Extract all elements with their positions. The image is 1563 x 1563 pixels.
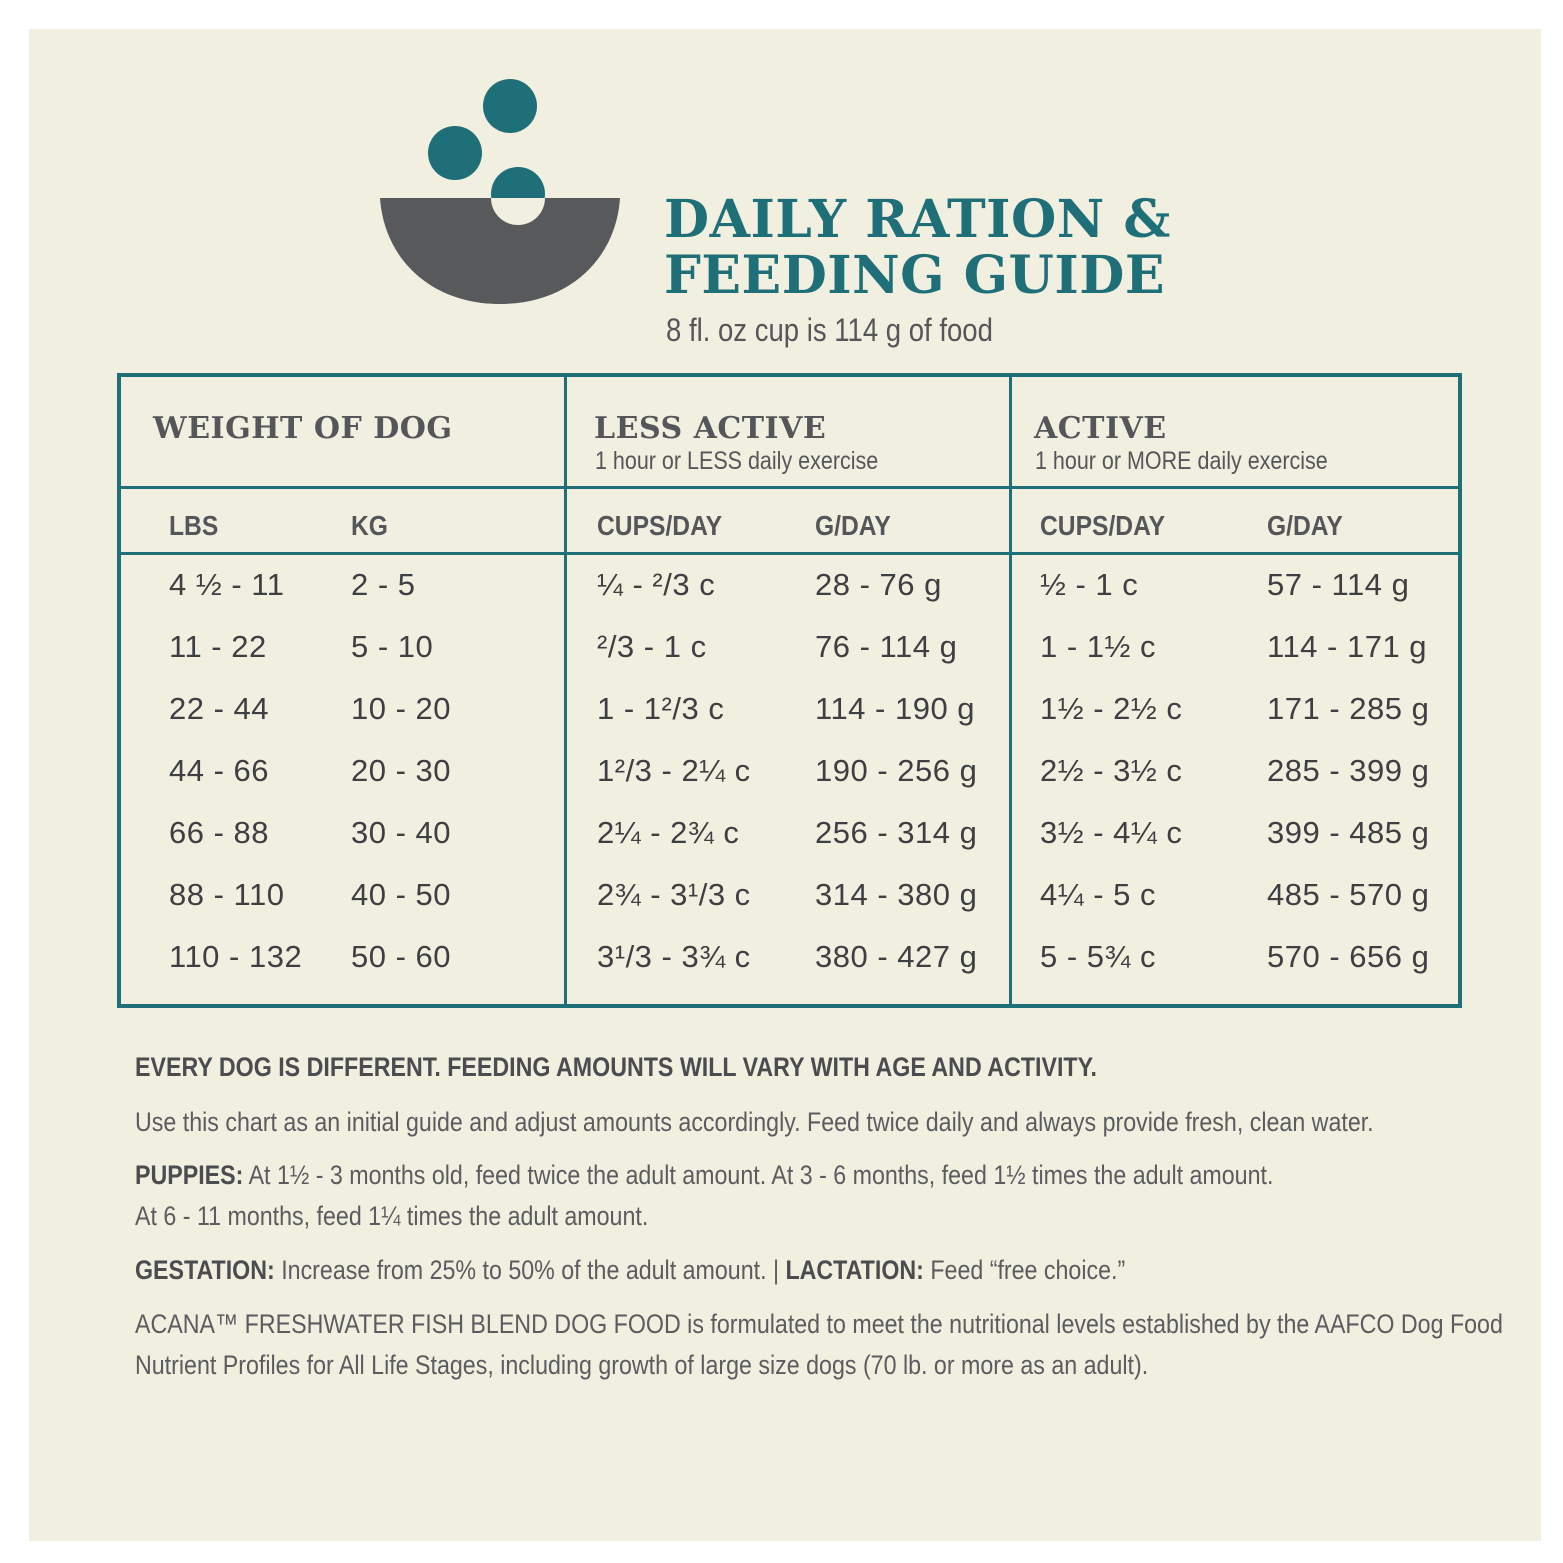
- lactation-text: Feed “free choice.”: [923, 1255, 1126, 1285]
- cell-less-active-cups: 1 - 1²/3 c: [597, 691, 725, 726]
- column-header-lbs: LBS: [169, 510, 219, 541]
- cell-active-grams: 285 - 399 g: [1267, 753, 1430, 788]
- cell-active-grams: 171 - 285 g: [1267, 691, 1430, 726]
- divider-less-active-active: [1009, 377, 1012, 1004]
- cell-active-cups: ½ - 1 c: [1040, 567, 1139, 602]
- group-subtitle-active: 1 hour or MORE daily exercise: [1035, 447, 1328, 475]
- guide-title-line-2: FEEDING GUIDE: [664, 245, 1165, 306]
- notes-puppies-continued: At 6 - 11 months, feed 1¼ times the adult amount.: [135, 1201, 649, 1231]
- cell-less-active-cups: 3¹/3 - 3¾ c: [597, 939, 751, 974]
- column-header-less-grams: G/DAY: [815, 510, 891, 541]
- notes-gestation-lactation: [135, 1255, 1125, 1286]
- column-header-active-grams: G/DAY: [1267, 510, 1343, 541]
- cell-less-active-grams: 256 - 314 g: [815, 815, 978, 850]
- cell-lbs: 88 - 110: [169, 877, 285, 912]
- group-title-weight: WEIGHT OF DOG: [153, 411, 453, 446]
- cell-lbs: 66 - 88: [169, 815, 270, 850]
- feeding-table: [117, 373, 1462, 1008]
- notes-aafco-line-2: Nutrient Profiles for All Life Stages, including growth of large size dogs (70 lb. or more as an adult).: [135, 1350, 1149, 1380]
- cell-less-active-cups: ²/3 - 1 c: [597, 629, 707, 664]
- cell-kg: 10 - 20: [351, 691, 452, 726]
- cell-less-active-grams: 190 - 256 g: [815, 753, 978, 788]
- cell-lbs: 11 - 22: [169, 629, 267, 664]
- cell-less-active-cups: 2¾ - 3¹/3 c: [597, 877, 751, 912]
- notes-lead: EVERY DOG IS DIFFERENT. FEEDING AMOUNTS WILL VARY WITH AGE AND ACTIVITY.: [135, 1052, 1097, 1082]
- cell-active-cups: 3½ - 4¼ c: [1040, 815, 1183, 850]
- column-header-kg: KG: [351, 510, 388, 541]
- divider-group-header: [121, 486, 1458, 489]
- puppies-label: PUPPIES:: [135, 1160, 244, 1190]
- cell-active-grams: 114 - 171 g: [1267, 629, 1428, 664]
- cell-less-active-cups: 2¼ - 2¾ c: [597, 815, 740, 850]
- bowl-with-kibble-icon: [380, 78, 620, 306]
- cell-active-grams: 57 - 114 g: [1267, 567, 1410, 602]
- column-header-active-cups: CUPS/DAY: [1040, 510, 1166, 541]
- cell-active-grams: 485 - 570 g: [1267, 877, 1430, 912]
- cell-active-grams: 570 - 656 g: [1267, 939, 1430, 974]
- guide-title: [664, 189, 1171, 306]
- cell-lbs: 4 ½ - 11: [169, 567, 285, 602]
- puppies-text: At 1½ - 3 months old, feed twice the adult amount. At 3 - 6 months, feed 1½ times the adult amount.: [243, 1160, 1274, 1190]
- divider-column-header: [121, 552, 1458, 555]
- cell-lbs: 44 - 66: [169, 753, 270, 788]
- cell-kg: 40 - 50: [351, 877, 452, 912]
- notes-usage: Use this chart as an initial guide and adjust amounts accordingly. Feed twice daily and always provide fresh, clean water.: [135, 1107, 1374, 1137]
- gestation-label: GESTATION:: [135, 1255, 275, 1285]
- cell-less-active-cups: ¼ - ²/3 c: [597, 567, 716, 602]
- kibble-dot-top: [483, 79, 537, 133]
- cell-kg: 2 - 5: [351, 567, 416, 602]
- group-subtitle-less-active: 1 hour or LESS daily exercise: [595, 447, 879, 475]
- lactation-label: LACTATION:: [785, 1255, 924, 1285]
- cell-kg: 50 - 60: [351, 939, 452, 974]
- cell-less-active-grams: 76 - 114 g: [815, 629, 958, 664]
- cell-lbs: 22 - 44: [169, 691, 270, 726]
- cell-active-cups: 1½ - 2½ c: [1040, 691, 1183, 726]
- gestation-text: Increase from 25% to 50% of the adult amount. |: [274, 1255, 786, 1285]
- notes-aafco-line-1: ACANA™ FRESHWATER FISH BLEND DOG FOOD is formulated to meet the nutritional levels established by the AAFCO Dog Food: [135, 1309, 1503, 1339]
- kibble-dot-left: [428, 126, 482, 180]
- cell-less-active-cups: 1²/3 - 2¼ c: [597, 753, 751, 788]
- guide-title-line-1: DAILY RATION &: [664, 189, 1171, 250]
- cell-active-cups: 1 - 1½ c: [1040, 629, 1156, 664]
- cell-kg: 30 - 40: [351, 815, 452, 850]
- group-title-active: ACTIVE: [1034, 411, 1167, 446]
- cell-less-active-grams: 114 - 190 g: [815, 691, 976, 726]
- cell-active-cups: 5 - 5¾ c: [1040, 939, 1156, 974]
- column-header-less-cups: CUPS/DAY: [597, 510, 723, 541]
- divider-weight-less-active: [564, 377, 567, 1004]
- cell-active-cups: 2½ - 3½ c: [1040, 753, 1183, 788]
- cup-size-note: 8 fl. oz cup is 114 g of food: [666, 312, 993, 348]
- cell-lbs: 110 - 132: [169, 939, 303, 974]
- notes-puppies: [135, 1160, 1273, 1191]
- cell-active-grams: 399 - 485 g: [1267, 815, 1430, 850]
- cell-less-active-grams: 28 - 76 g: [815, 567, 942, 602]
- cell-kg: 5 - 10: [351, 629, 434, 664]
- cell-kg: 20 - 30: [351, 753, 452, 788]
- cell-active-cups: 4¼ - 5 c: [1040, 877, 1156, 912]
- cell-less-active-grams: 380 - 427 g: [815, 939, 978, 974]
- group-title-less-active: LESS ACTIVE: [594, 411, 827, 446]
- cell-less-active-grams: 314 - 380 g: [815, 877, 978, 912]
